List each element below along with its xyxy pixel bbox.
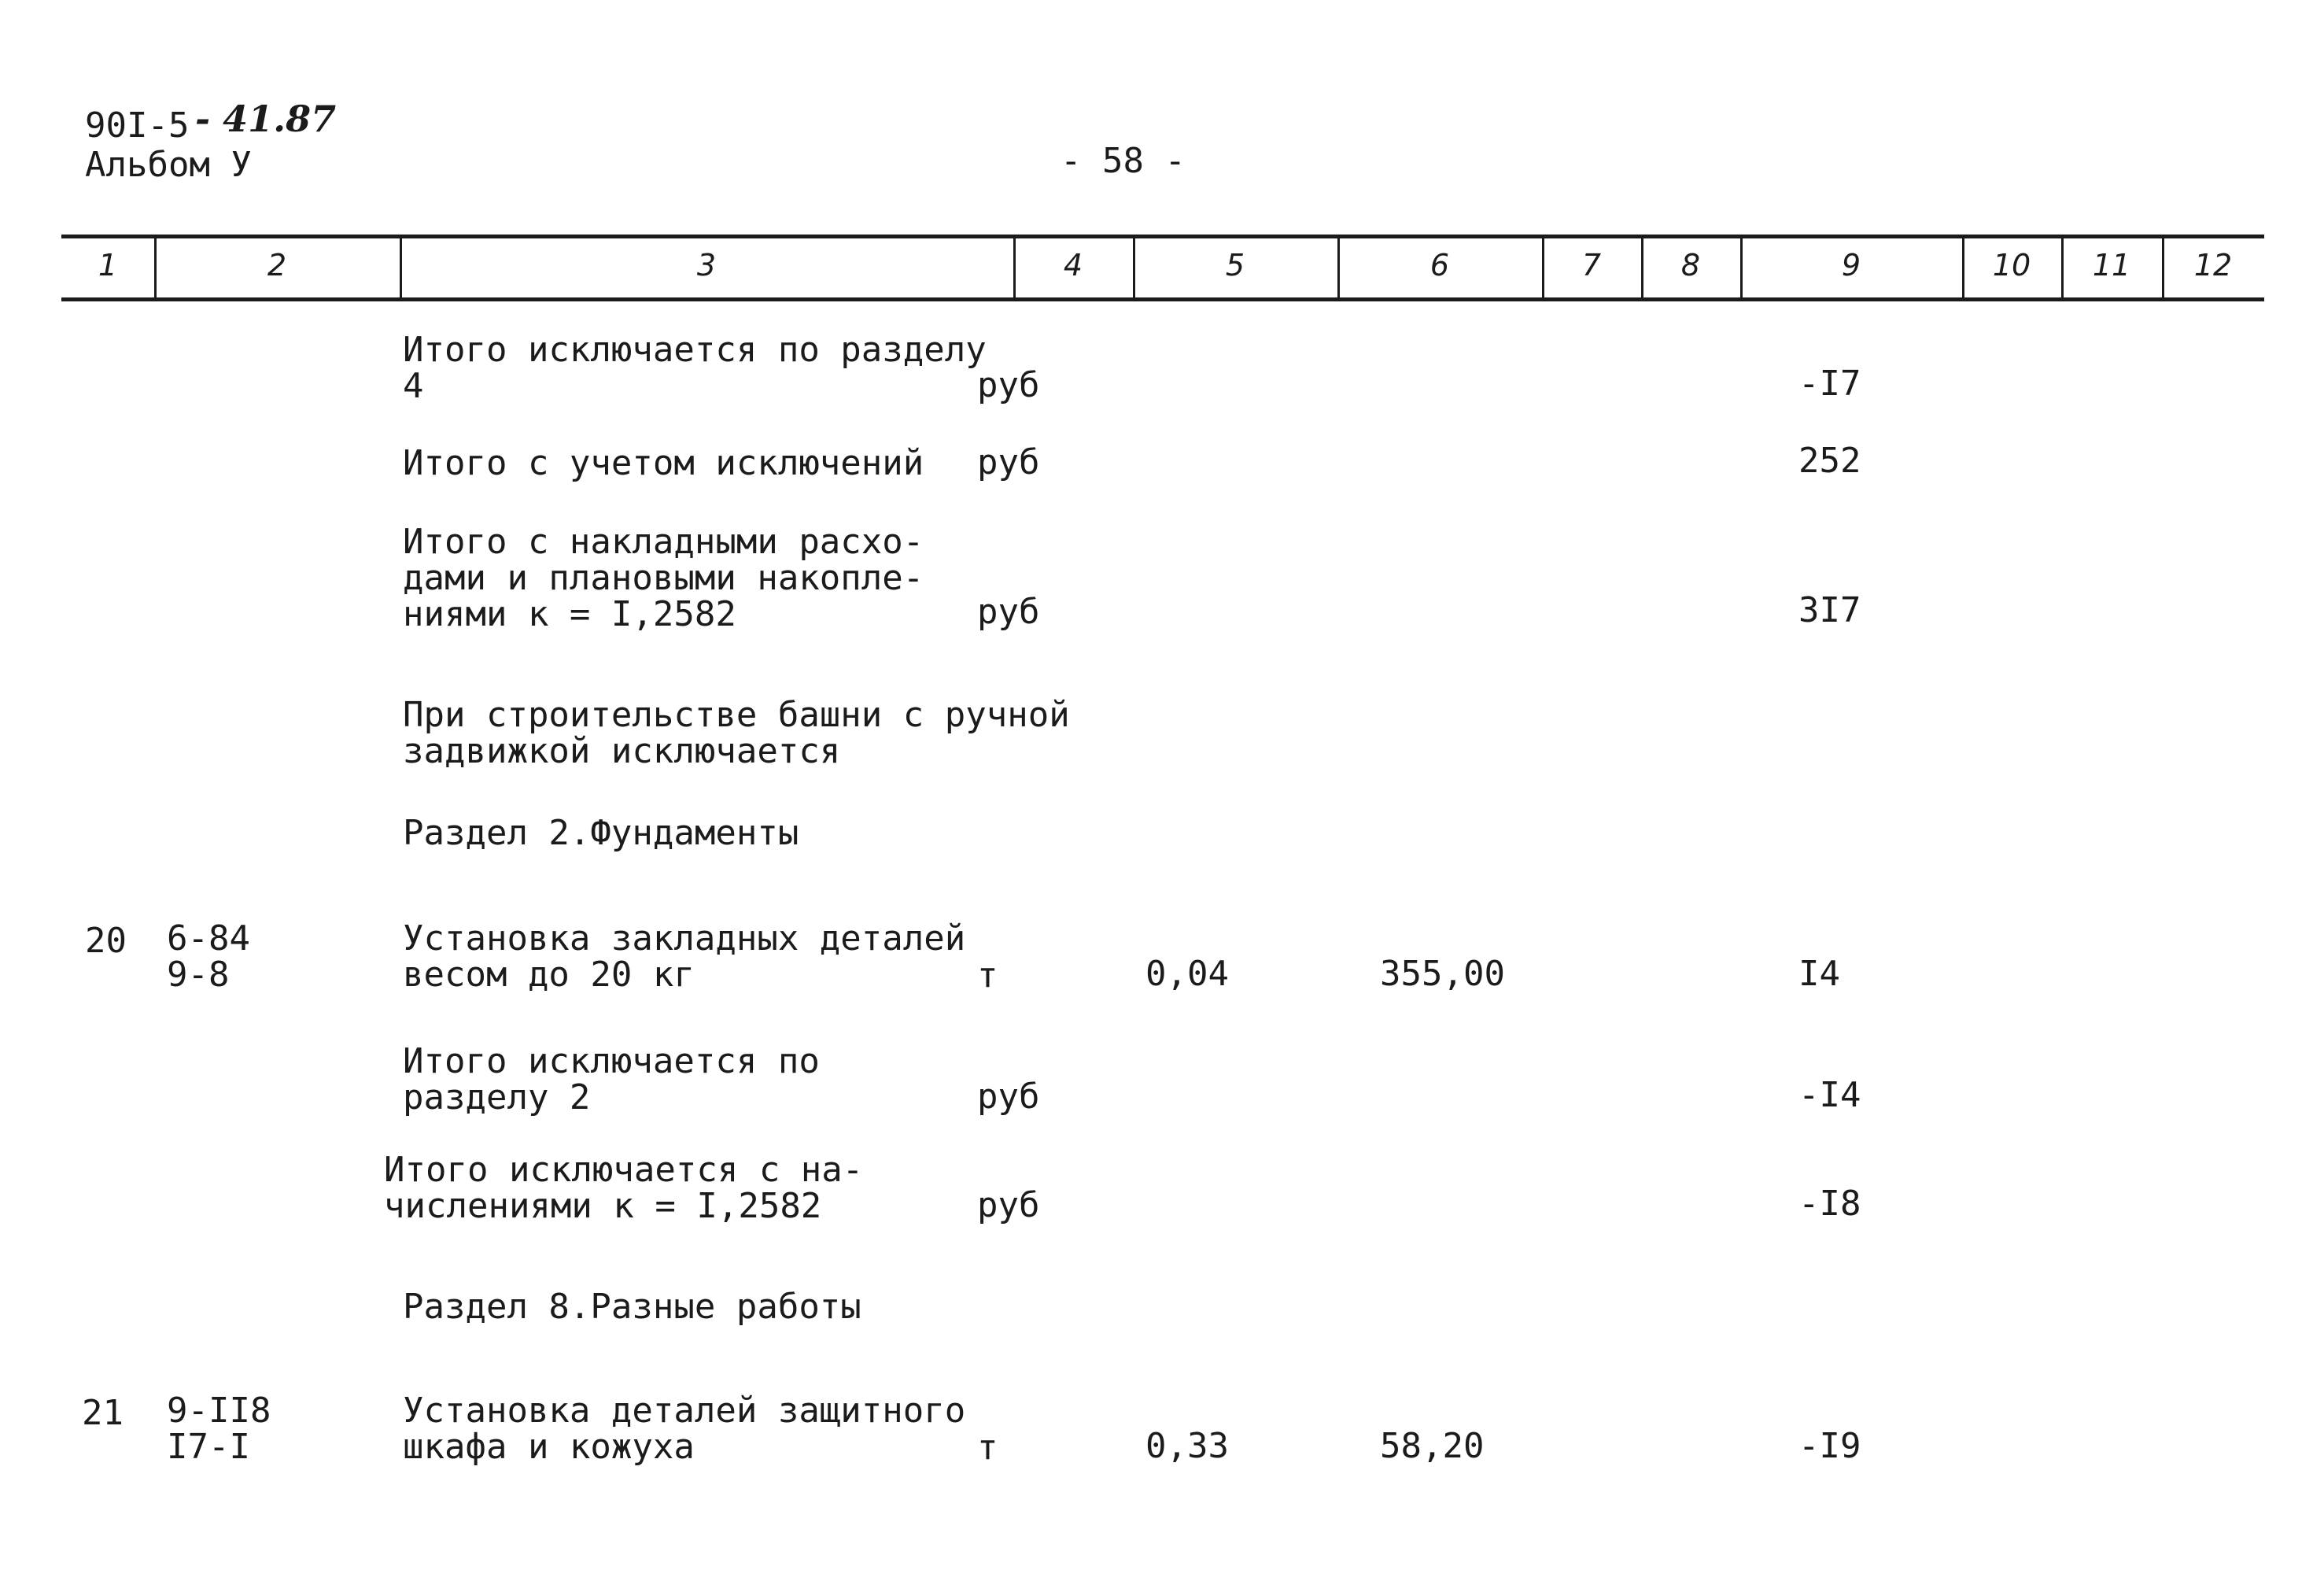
row-price: 355,00 (1380, 954, 1505, 994)
row-code: 9-II8 I7-I (167, 1391, 271, 1467)
column-number: 10 (1992, 248, 2031, 283)
column-number: 2 (267, 248, 287, 283)
row-quantity: 0,04 (1145, 954, 1229, 994)
row-unit: т (977, 955, 998, 996)
section-heading: Раздел 2.Фундаменты (403, 813, 799, 853)
column-number: 3 (696, 248, 717, 283)
row-description: При строительстве башни с ручной задвижкой исключается (403, 695, 1070, 771)
column-number: 9 (1841, 248, 1861, 283)
row-description: Итого исключается по разделу 4 (403, 330, 987, 406)
row-quantity: 0,33 (1145, 1426, 1229, 1466)
doc-code: 90I-5 (85, 105, 190, 146)
doc-code-handwritten: - 41.87 (195, 98, 337, 140)
column-number: 1 (98, 248, 118, 283)
header-top-rule (61, 235, 2264, 238)
row-price: 58,20 (1380, 1426, 1485, 1466)
row-description: Итого исключается по разделу 2 (403, 1041, 820, 1117)
row-number: 20 (85, 921, 127, 961)
row-description: Итого с учетом исключений (403, 443, 924, 483)
row-total: 252 (1798, 441, 1861, 481)
column-number: 12 (2193, 248, 2233, 283)
row-code: 6-84 9-8 (167, 918, 250, 995)
column-number: 11 (2092, 248, 2131, 283)
column-number: 4 (1063, 248, 1083, 283)
row-description: Установка деталей защитного шкафа и кожуха (403, 1391, 966, 1467)
row-unit: руб (977, 1077, 1040, 1117)
row-total: 3I7 (1798, 590, 1861, 630)
row-unit: руб (977, 1185, 1040, 1225)
header-bottom-rule (61, 297, 2264, 301)
row-unit: т (977, 1428, 998, 1468)
row-unit: руб (977, 592, 1040, 632)
row-total: -I7 (1798, 364, 1861, 404)
row-unit: руб (977, 365, 1040, 405)
page-number: - 58 - (1061, 141, 1186, 181)
row-total: -I4 (1798, 1075, 1861, 1115)
row-number: 21 (82, 1393, 124, 1433)
section-heading: Раздел 8.Разные работы (403, 1287, 861, 1327)
row-description: Итого с накладными расхо- дами и плановыми накопле- ниями к = I,2582 (403, 522, 924, 634)
column-number: 6 (1429, 248, 1450, 283)
row-total: I4 (1798, 954, 1840, 994)
row-description: Установка закладных деталей весом до 20 кг (403, 918, 966, 995)
album-label: Альбом У (85, 145, 252, 185)
row-description: Итого исключается с на- числениями к = I,2582 (384, 1150, 864, 1226)
row-total: -I9 (1798, 1426, 1861, 1466)
column-number: 8 (1680, 248, 1701, 283)
row-total: -I8 (1798, 1184, 1861, 1224)
column-number: 5 (1225, 248, 1245, 283)
row-unit: руб (977, 442, 1040, 482)
column-number: 7 (1581, 248, 1602, 283)
